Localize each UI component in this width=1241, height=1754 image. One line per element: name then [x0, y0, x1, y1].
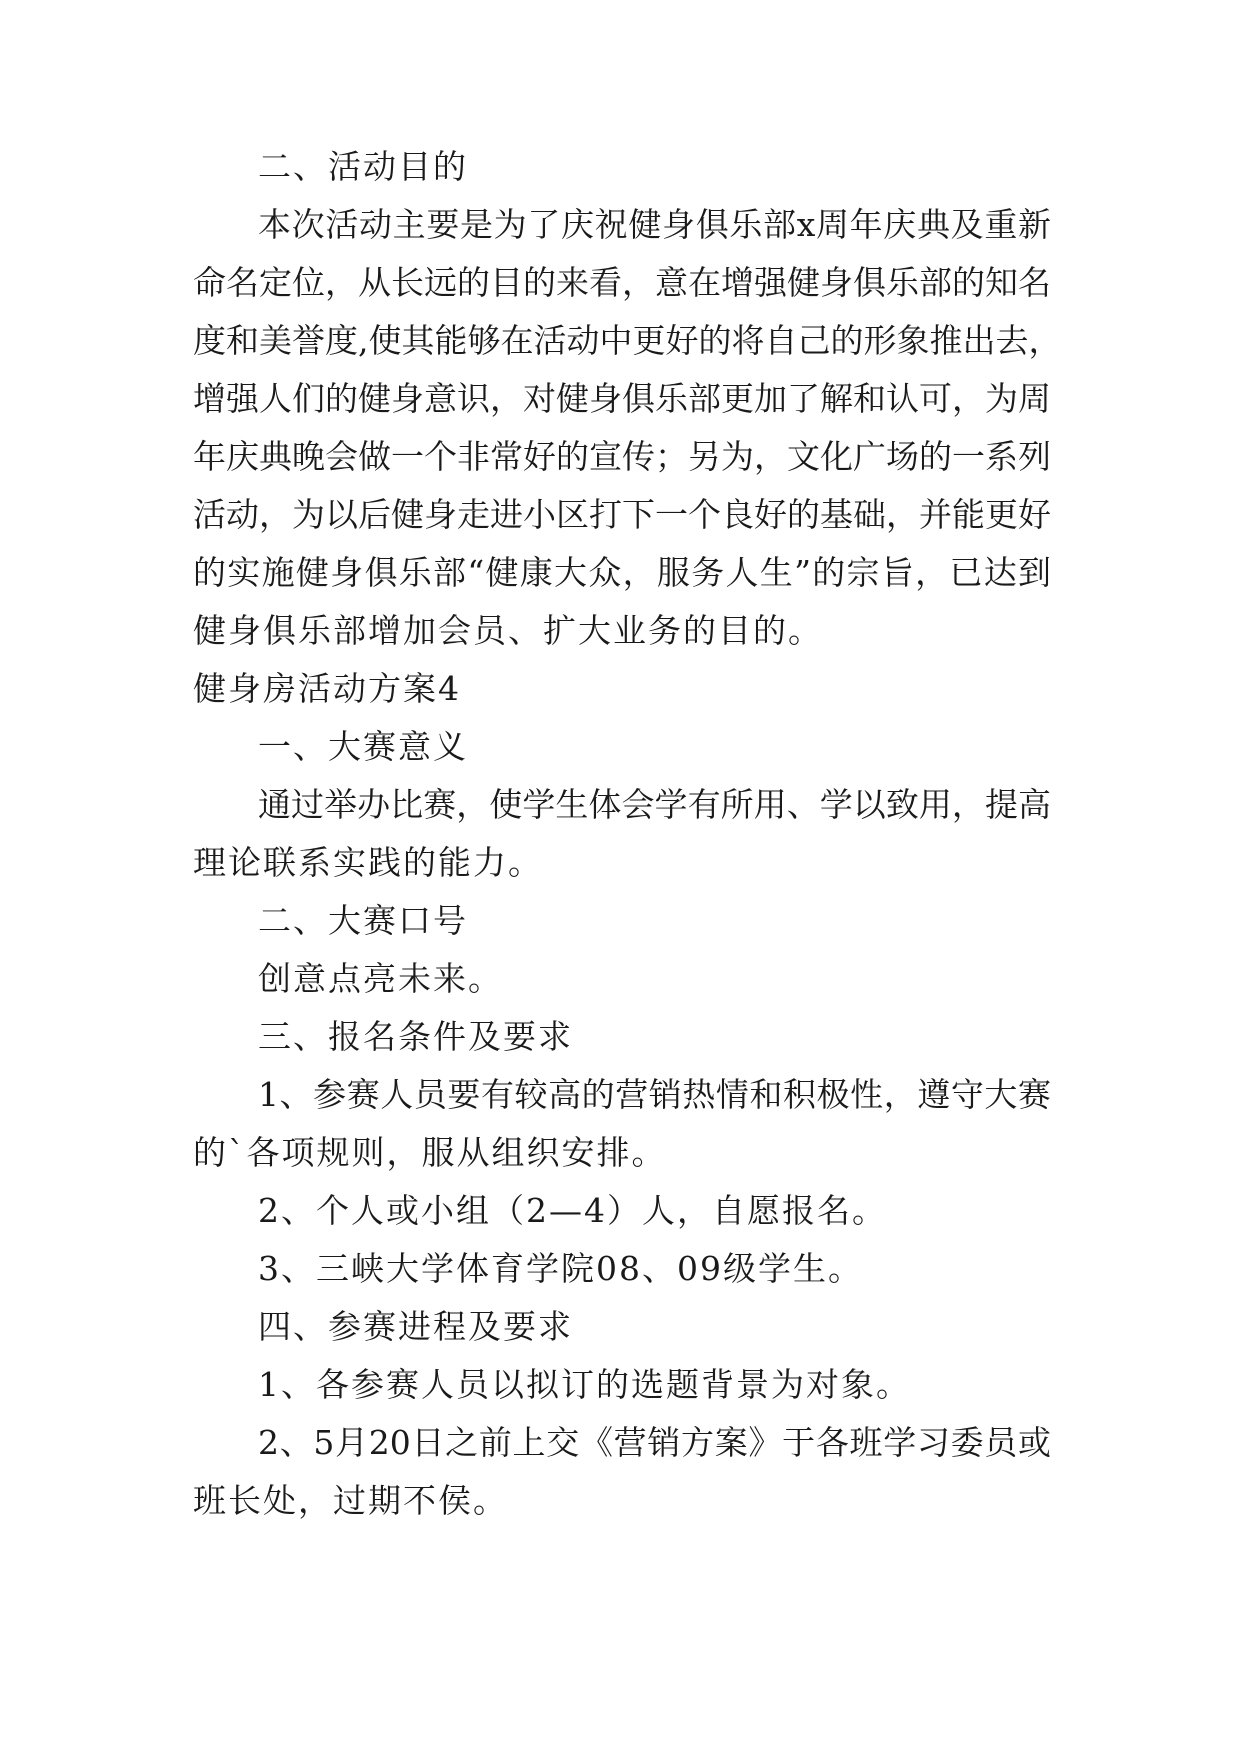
- section-heading-slogan: 二、大赛口号: [258, 901, 468, 940]
- paragraph-line: 增强人们的健身意识，对健身俱乐部更加了解和认可，为周: [193, 379, 1051, 418]
- section-heading-purpose: 二、活动目的: [258, 147, 468, 186]
- paragraph-line: 理论联系实践的能力。: [193, 843, 543, 882]
- list-item: 的`各项规则，服从组织安排。: [193, 1133, 667, 1172]
- list-item: 2、5月20日之前上交《营销方案》于各班学习委员或: [258, 1423, 1051, 1462]
- section-heading-significance: 一、大赛意义: [258, 727, 468, 766]
- section-heading-process: 四、参赛进程及要求: [258, 1307, 573, 1346]
- list-item: 1、参赛人员要有较高的营销热情和积极性，遵守大赛: [258, 1075, 1051, 1114]
- paragraph-line: 创意点亮未来。: [258, 959, 503, 998]
- paragraph-line: 命名定位，从长远的目的来看，意在增强健身俱乐部的知名: [193, 263, 1051, 302]
- paragraph-line: 通过举办比赛，使学生体会学有所用、学以致用，提高: [258, 785, 1051, 824]
- paragraph-line: 的实施健身俱乐部“健康大众，服务人生”的宗旨，已达到: [193, 553, 1051, 592]
- list-item: 班长处，过期不侯。: [193, 1481, 508, 1520]
- section-heading-registration: 三、报名条件及要求: [258, 1017, 573, 1056]
- paragraph-line: 本次活动主要是为了庆祝健身俱乐部x周年庆典及重新: [258, 205, 1051, 244]
- list-item: 3、三峡大学体育学院08、09级学生。: [258, 1249, 863, 1288]
- paragraph-line: 活动，为以后健身走进小区打下一个良好的基础，并能更好: [193, 495, 1051, 534]
- paragraph-line: 健身俱乐部增加会员、扩大业务的目的。: [193, 611, 823, 650]
- list-item: 1、各参赛人员以拟订的选题背景为对象。: [258, 1365, 911, 1404]
- paragraph-line: 度和美誉度,使其能够在活动中更好的将自己的形象推出去，: [193, 321, 1062, 360]
- list-item: 2、个人或小组（2—4）人，自愿报名。: [258, 1191, 887, 1230]
- document-title: 健身房活动方案4: [193, 669, 461, 708]
- paragraph-line: 年庆典晚会做一个非常好的宣传；另为，文化广场的一系列: [193, 437, 1051, 476]
